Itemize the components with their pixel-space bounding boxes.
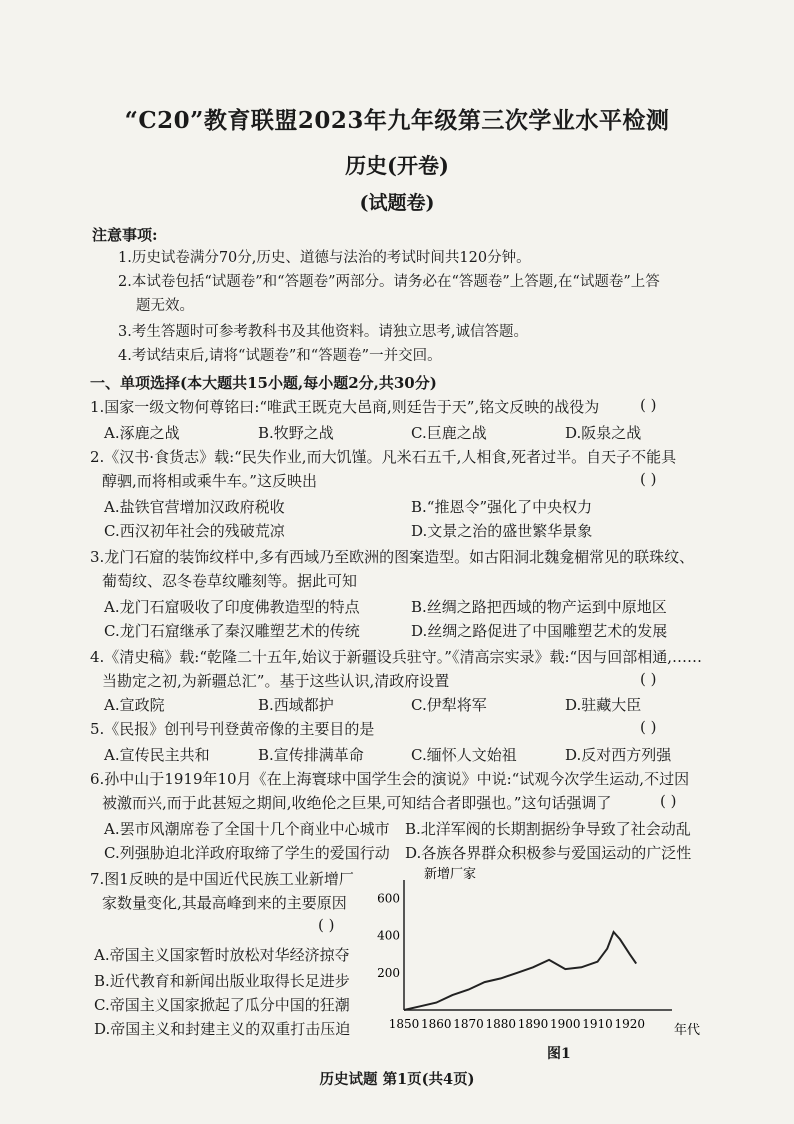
q5-option-d: D.反对西方列强 [565, 746, 672, 764]
q6-option-c: C.列强胁迫北洋政府取缔了学生的爱国行动 [104, 844, 390, 862]
x-tick-label: 1910 [582, 1017, 613, 1031]
x-tick-label: 1920 [614, 1017, 646, 1031]
note-4: 4.考试结束后,请将“试题卷”和“答题卷”一并交回。 [118, 348, 442, 364]
x-axis-label: 年代 [674, 1023, 701, 1038]
note-1: 1.历史试卷满分70分,历史、道德与法治的考试时间共120分钟。 [118, 250, 531, 266]
notes-heading: 注意事项: [92, 226, 158, 244]
note-2-cont: 题无效。 [136, 298, 194, 314]
x-tick-label: 1890 [517, 1017, 549, 1031]
q3-option-a: A.龙门石窟吸收了印度佛教造型的特点 [104, 598, 360, 616]
question-6-stem: 6.孙中山于1919年10月《在上海寰球中国学生会的演说》中说:“试观今次学生运动,不过因 [90, 770, 690, 788]
q4-option-c: C.伊犁将军 [411, 696, 487, 714]
answer-paren-6: ( ) [660, 792, 677, 810]
x-tick-label: 1860 [420, 1017, 452, 1031]
question-2-stem: 2.《汉书·食货志》载:“民失作业,而大饥馑。凡米石五千,人相食,死者过半。自天子不能具 [90, 448, 677, 466]
q2-option-c: C.西汉初年社会的残破荒凉 [104, 522, 285, 540]
answer-paren-1: ( ) [640, 396, 657, 414]
q4-option-a: A.宣政院 [104, 696, 165, 714]
q2-option-d: D.文景之治的盛世繁华景象 [411, 522, 593, 540]
question-2-stem-cont: 醇驷,而将相或乘牛车。”这反映出 [102, 472, 317, 490]
q7-option-d: D.帝国主义和封建主义的双重打击压迫 [94, 1020, 351, 1038]
note-3: 3.考生答题时可参考教科书及其他资料。请独立思考,诚信答题。 [118, 324, 528, 340]
page-footer: 历史试题 第1页(共4页) [319, 1071, 475, 1088]
x-tick-label: 1850 [388, 1017, 420, 1031]
q6-option-a: A.罢市风潮席卷了全国十几个商业中心城市 [104, 820, 390, 838]
q2-option-b: B.“推恩令”强化了中央权力 [411, 498, 593, 516]
q4-option-d: D.驻藏大臣 [565, 696, 642, 714]
question-5-stem: 5.《民报》创刊号刊登黄帝像的主要目的是 [90, 720, 375, 738]
y-tick-label: 400 [377, 928, 400, 943]
question-3-stem-cont: 葡萄纹、忍冬卷草纹雕刻等。据此可知 [102, 572, 358, 590]
answer-paren-5: ( ) [640, 718, 657, 736]
x-tick-label: 1900 [549, 1017, 581, 1031]
question-4-stem-cont: 当勘定之初,为新疆总汇”。基于这些认识,清政府设置 [102, 672, 450, 690]
q6-option-d: D.各族各界群众积极参与爱国运动的广泛性 [405, 844, 692, 862]
q3-option-d: D.丝绸之路促进了中国雕塑艺术的发展 [411, 622, 668, 640]
answer-paren-7: ( ) [318, 916, 335, 934]
q7-option-a: A.帝国主义国家暂时放松对华经济掠夺 [94, 946, 350, 964]
q1-option-b: B.牧野之战 [258, 424, 334, 442]
q5-option-a: A.宣传民主共和 [104, 746, 210, 764]
x-tick-label: 1870 [453, 1017, 484, 1031]
y-axis-label: 新增厂家 [424, 867, 477, 882]
new-factories-line [404, 932, 636, 1010]
q5-option-b: B.宣传排满革命 [258, 746, 364, 764]
page-title: “C20”教育联盟2023年九年级第三次学业水平检测 [124, 107, 670, 134]
question-1-stem: 1.国家一级文物何尊铭曰:“唯武王既克大邑商,则廷告于天”,铭文反映的战役为 [90, 398, 600, 416]
q3-option-b: B.丝绸之路把西域的物产运到中原地区 [411, 598, 667, 616]
question-3-stem: 3.龙门石窟的装饰纹样中,多有西域乃至欧洲的图案造型。如古阳洞北魏龛楣常见的联珠纹、 [90, 548, 695, 566]
q7-option-c: C.帝国主义国家掀起了瓜分中国的狂潮 [94, 996, 350, 1014]
q6-option-b: B.北洋军阀的长期割据纷争导致了社会动乱 [405, 820, 691, 838]
q3-option-c: C.龙门石窟继承了秦汉雕塑艺术的传统 [104, 622, 360, 640]
q7-option-b: B.近代教育和新闻出版业取得长足进步 [94, 972, 350, 990]
q1-option-c: C.巨鹿之战 [411, 424, 487, 442]
x-axis [389, 1010, 672, 1031]
paper-label: (试题卷) [359, 192, 435, 214]
y-tick-label: 200 [377, 965, 400, 980]
question-6-stem-cont: 被激而兴,而于此甚短之期间,收绝伦之巨果,可知结合者即强也。”这句话强调了 [102, 794, 612, 812]
q1-option-a: A.涿鹿之战 [104, 424, 180, 442]
figure-caption: 图1 [547, 1046, 571, 1062]
section-heading: 一、单项选择(本大题共15小题,每小题2分,共30分) [90, 374, 437, 392]
question-7-stem: 7.图1反映的是中国近代民族工业新增厂 [90, 870, 354, 888]
answer-paren-4: ( ) [640, 670, 657, 688]
question-4-stem: 4.《清史稿》载:“乾隆二十五年,始议于新疆设兵驻守。”《清高宗实录》载:“因与回部相通,…… [90, 648, 702, 666]
q1-option-d: D.阪泉之战 [565, 424, 642, 442]
q4-option-b: B.西域都护 [258, 696, 334, 714]
figure-1-chart [360, 862, 720, 1040]
q5-option-c: C.缅怀人文始祖 [411, 746, 517, 764]
question-7-stem-cont: 家数量变化,其最高峰到来的主要原因 [102, 894, 347, 912]
y-axis [377, 880, 404, 1010]
q2-option-a: A.盐铁官营增加汉政府税收 [104, 498, 285, 516]
subject-subtitle: 历史(开卷) [345, 153, 449, 178]
x-tick-label: 1880 [485, 1017, 517, 1031]
y-tick-label: 600 [377, 891, 400, 906]
answer-paren-2: ( ) [640, 470, 657, 488]
note-2: 2.本试卷包括“试题卷”和“答题卷”两部分。请务必在“答题卷”上答题,在“试题卷”上答 [118, 274, 660, 290]
